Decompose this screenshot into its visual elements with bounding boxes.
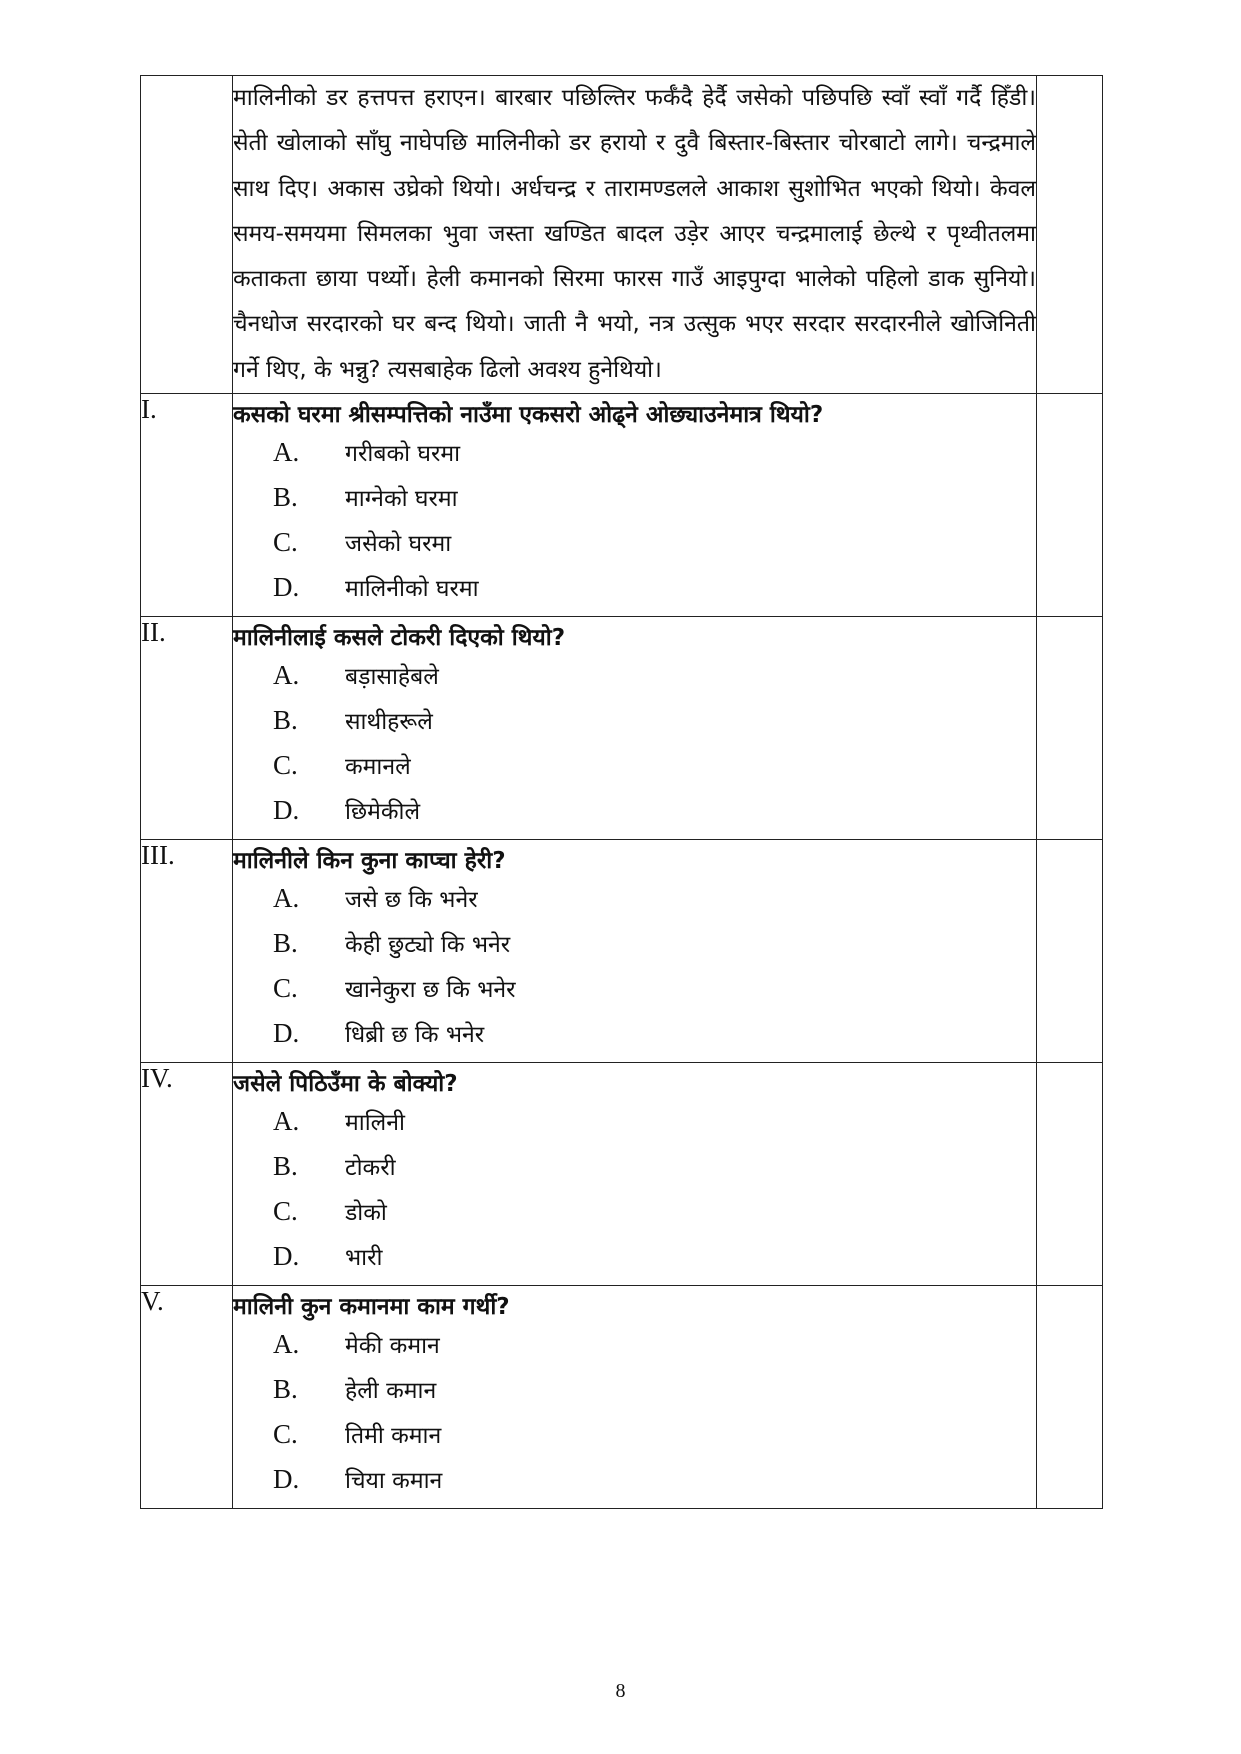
option-a [273,1105,1036,1150]
option-b [273,704,1036,749]
question-text: मालिनी कुन कमानमा काम गर्थी? [233,1294,510,1321]
option-letter: B. [273,1151,298,1182]
option-letter: A. [273,437,300,468]
option-a [273,659,1036,704]
question-row-4 [141,1063,1103,1286]
option-letter: A. [273,660,300,691]
question-number: V. [141,1286,233,1509]
option-text: साथीहरूले [345,709,433,736]
page-number: 8 [615,1680,626,1702]
option-text: कमानले [345,754,411,781]
option-letter: C. [273,1196,298,1227]
option-text: हेली कमान [345,1378,437,1405]
option-a [273,1328,1036,1373]
option-d [273,1463,1036,1508]
option-text: धिब्री छ कि भनेर [345,1022,485,1049]
option-text: चिया कमान [345,1468,443,1495]
option-b [273,927,1036,972]
option-text: भारी [345,1245,383,1272]
passage-cell [233,76,1037,394]
option-d [273,571,1036,616]
option-text: डोको [345,1200,387,1227]
option-letter: C. [273,527,298,558]
option-b [273,1373,1036,1418]
option-letter: D. [273,1241,300,1272]
option-c [273,749,1036,794]
option-c [273,972,1036,1017]
question-number: II. [141,617,233,840]
option-text: माग्नेको घरमा [345,486,458,513]
option-letter: A. [273,1106,300,1137]
question-number: III. [141,840,233,1063]
option-c [273,1195,1036,1240]
option-text: बड़ासाहेबले [345,664,439,691]
option-letter: B. [273,705,298,736]
option-d [273,794,1036,839]
answer-cell [1037,394,1103,617]
question-row-3 [141,840,1103,1063]
option-text: टोकरी [345,1155,396,1182]
answer-cell [1037,1063,1103,1286]
option-text: केही छुट्यो कि भनेर [345,932,511,959]
option-text: छिमेकीले [345,799,421,826]
question-body [233,1063,1037,1286]
question-text: मालिनीलाई कसले टोकरी दिएको थियो? [233,625,566,652]
option-text: मालिनीको घरमा [345,576,479,603]
passage-text: मालिनीको डर हत्तपत्त हराएन। बारबार पछिल्तिर फर्कँदै हेर्दै जसेको पछिपछि स्वाँ स्वाँ गर्दै हिँडी। सेती खोलाको साँघु नाघेपछि मालिनीको डर हरायो र दुवै बिस्तार-बिस्तार चोरबाटो लागे। चन्द्रमाले साथ दिए। अकास उघ्रेको थियो। अर्धचन्द्र र तारामण्डलले आकाश सुशोभित भएको थियो। केवल समय-समयमा सिमलका भुवा जस्ता खण्डित बादल उड़ेर आएर चन्द्रमालाई छेल्थे र पृथ्वीतलमा कताकता छाया पर्थ्यो। हेली कमानको सिरमा फारस गाउँ आइपुग्दा भालेको पहिलो डाक सुनियो। चैनधोज सरदारको घर बन्द थियो। जाती नै भयो, नत्र उत्सुक भएर सरदार सरदारनीले खोजिनिती गर्ने थिए, के भन्नु? त्यसबाहेक ढिलो अवश्य हुनेथियो। [233,85,1036,383]
question-text: जसेले पिठिउँमा के बोक्यो? [233,1071,458,1098]
passage-marks-cell [1037,76,1103,394]
question-row-1 [141,394,1103,617]
answer-cell [1037,840,1103,1063]
option-d [273,1017,1036,1062]
question-body [233,617,1037,840]
option-text: जसेको घरमा [345,531,452,558]
question-row-2 [141,617,1103,840]
option-d [273,1240,1036,1285]
question-table [140,75,1103,1509]
option-letter: D. [273,1464,300,1495]
option-text: गरीबको घरमा [345,441,461,468]
option-letter: C. [273,750,298,781]
question-number: IV. [141,1063,233,1286]
option-letter: A. [273,883,300,914]
option-text: मालिनी [345,1110,405,1137]
option-text: तिमी कमान [345,1423,442,1450]
option-letter: C. [273,1419,298,1450]
option-letter: D. [273,795,300,826]
option-c [273,1418,1036,1463]
option-a [273,882,1036,927]
question-text: कसको घरमा श्रीसम्पत्तिको नाउँमा एकसरो ओढ्ने ओछ्याउनेमात्र थियो? [233,402,824,429]
answer-cell [1037,1286,1103,1509]
passage-row [141,76,1103,394]
option-letter: B. [273,928,298,959]
option-letter: B. [273,482,298,513]
option-b [273,481,1036,526]
question-text: मालिनीले किन कुना काप्चा हेरी? [233,848,506,875]
answer-cell [1037,617,1103,840]
question-body [233,840,1037,1063]
question-number: I. [141,394,233,617]
question-row-5 [141,1286,1103,1509]
passage-number-cell [141,76,233,394]
option-letter: B. [273,1374,298,1405]
option-letter: A. [273,1329,300,1360]
option-c [273,526,1036,571]
question-body [233,1286,1037,1509]
option-letter: C. [273,973,298,1004]
option-text: जसे छ कि भनेर [345,887,478,914]
option-b [273,1150,1036,1195]
option-a [273,436,1036,481]
question-body [233,394,1037,617]
option-text: मेकी कमान [345,1333,440,1360]
option-letter: D. [273,572,300,603]
option-text: खानेकुरा छ कि भनेर [345,977,516,1004]
option-letter: D. [273,1018,300,1049]
